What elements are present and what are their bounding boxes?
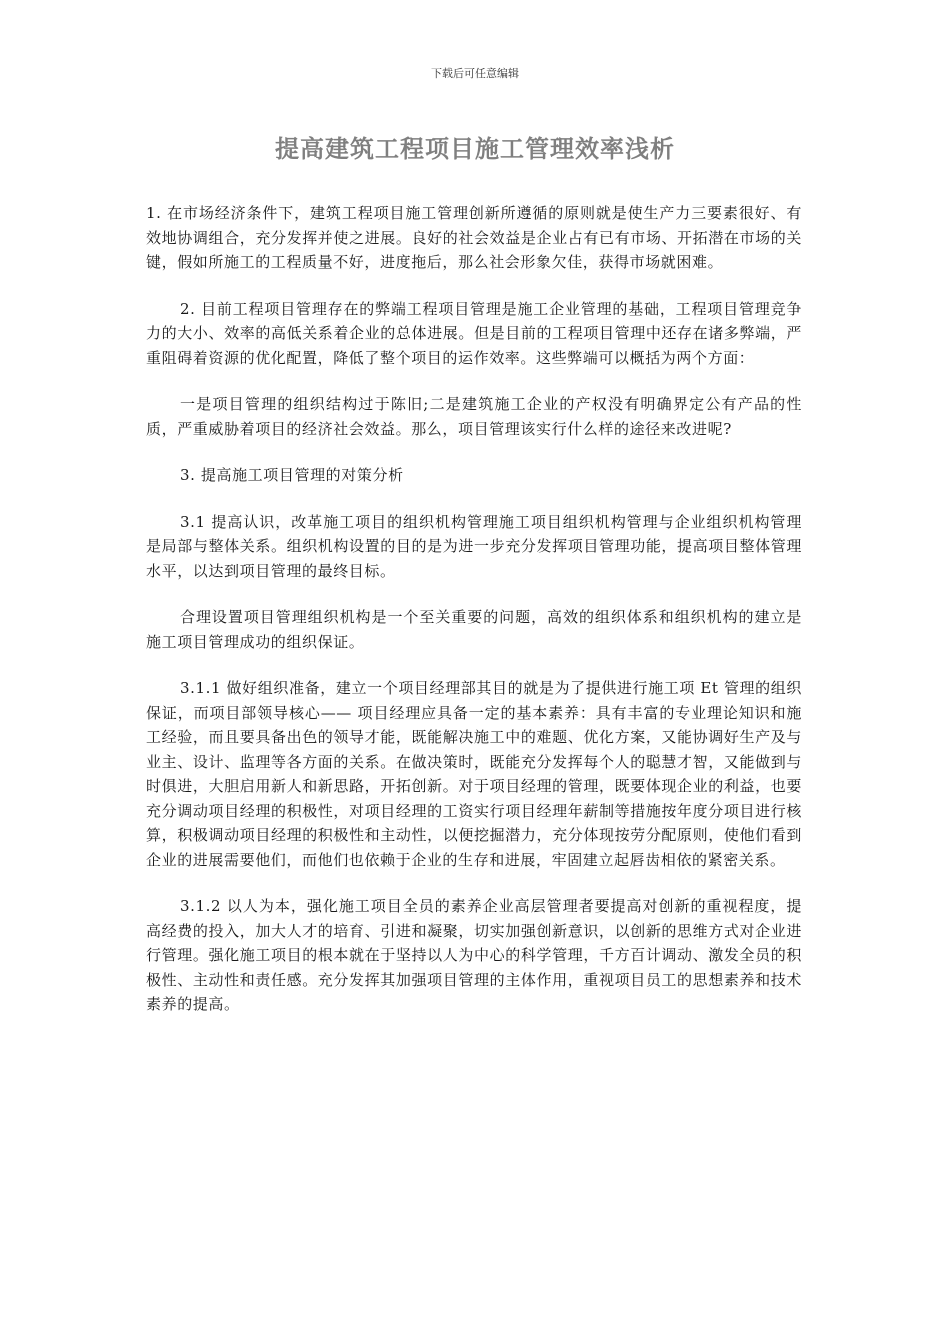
paragraph-3-1-2: 3.1.2 以人为本，强化施工项目全员的素养企业高层管理者要提高对创新的重视程度，提高经费的投入，加大人才的培育、引进和凝聚，切实加强创新意识，以创新的思维方式对企业进行管理。强化施工项目的根本就在于坚持以人为中心的科学管理，千方百计调动、激发全员的积极性、主动性和责任感。充分发挥其加强项目管理的主体作用，重视项目员工的思想素养和技术素养的提高。 (146, 897, 802, 1013)
section-heading-3: 3. 提高施工项目管理的对策分析 (180, 466, 404, 484)
paragraph-3-1-1: 3.1.1 做好组织准备，建立一个项目经理部其目的就是为了提供进行施工项 Et 管理的组织保证，而项目部领导核心—— 项目经理应具备一定的基本素养：具有丰富的专业理论知识和施工经验，而且要具备出色的领导才能，既能解决施工中的难题、优化方案，又能协调好生产及与业主、设计、监理等各方面的关系。在做决策时，既能充分发挥每个人的聪慧才智，又能做到与时俱进，大胆启用新人和新思路，开拓创新。对于项目经理的管理，既要体现企业的利益，也要充分调动项目经理的积极性，对项目经理的工资实行项目经理年薪制等措施按年度分项目进行核算，积极调动项目经理的积极性和主动性，以便挖掘潜力，充分体现按劳分配原则，使他们看到企业的进展需要他们，而他们也依赖于企业的生存和进展，牢固建立起唇齿相依的紧密关系。 (146, 679, 802, 869)
paragraph-2: 2. 目前工程项目管理存在的弊端工程项目管理是施工企业管理的基础，工程项目管理竞争力的大小、效率的高低关系着企业的总体进展。但是目前的工程项目管理中还存在诸多弊端，严重阻碍着资源的优化配置，降低了整个项目的运作效率。这些弊端可以概括为两个方面： (146, 299, 802, 367)
document-body (146, 201, 802, 1039)
paragraph-1: 1. 在市场经济条件下，建筑工程项目施工管理创新所遵循的原则就是使生产力三要素很好、有效地协调组合，充分发挥并使之进展。良好的社会效益是企业占有已有市场、开拓潜在市场的关键，假如所施工的工程质量不好，进度拖后，那么社会形象欠佳，获得市场就困难。 (146, 204, 802, 271)
paragraph-org-setup: 合理设置项目管理组织机构是一个至关重要的问题，高效的组织体系和组织机构的建立是施工项目管理成功的组织保证。 (146, 608, 802, 651)
paragraph-3: 一是项目管理的组织结构过于陈旧;二是建筑施工企业的产权没有明确界定公有产品的性质，严重威胁着项目的经济社会效益。那么，项目管理该实行什么样的途径来改进呢? (146, 395, 802, 438)
paragraph-3-1: 3.1 提高认识，改革施工项目的组织机构管理施工项目组织机构管理与企业组织机构管理是局部与整体关系。组织机构设置的目的是为进一步充分发挥项目管理功能，提高项目整体管理水平，以达到项目管理的最终目标。 (146, 512, 802, 580)
document-title: 提高建筑工程项目施工管理效率浅析 (275, 134, 675, 163)
header-note: 下载后可任意编辑 (431, 67, 519, 80)
